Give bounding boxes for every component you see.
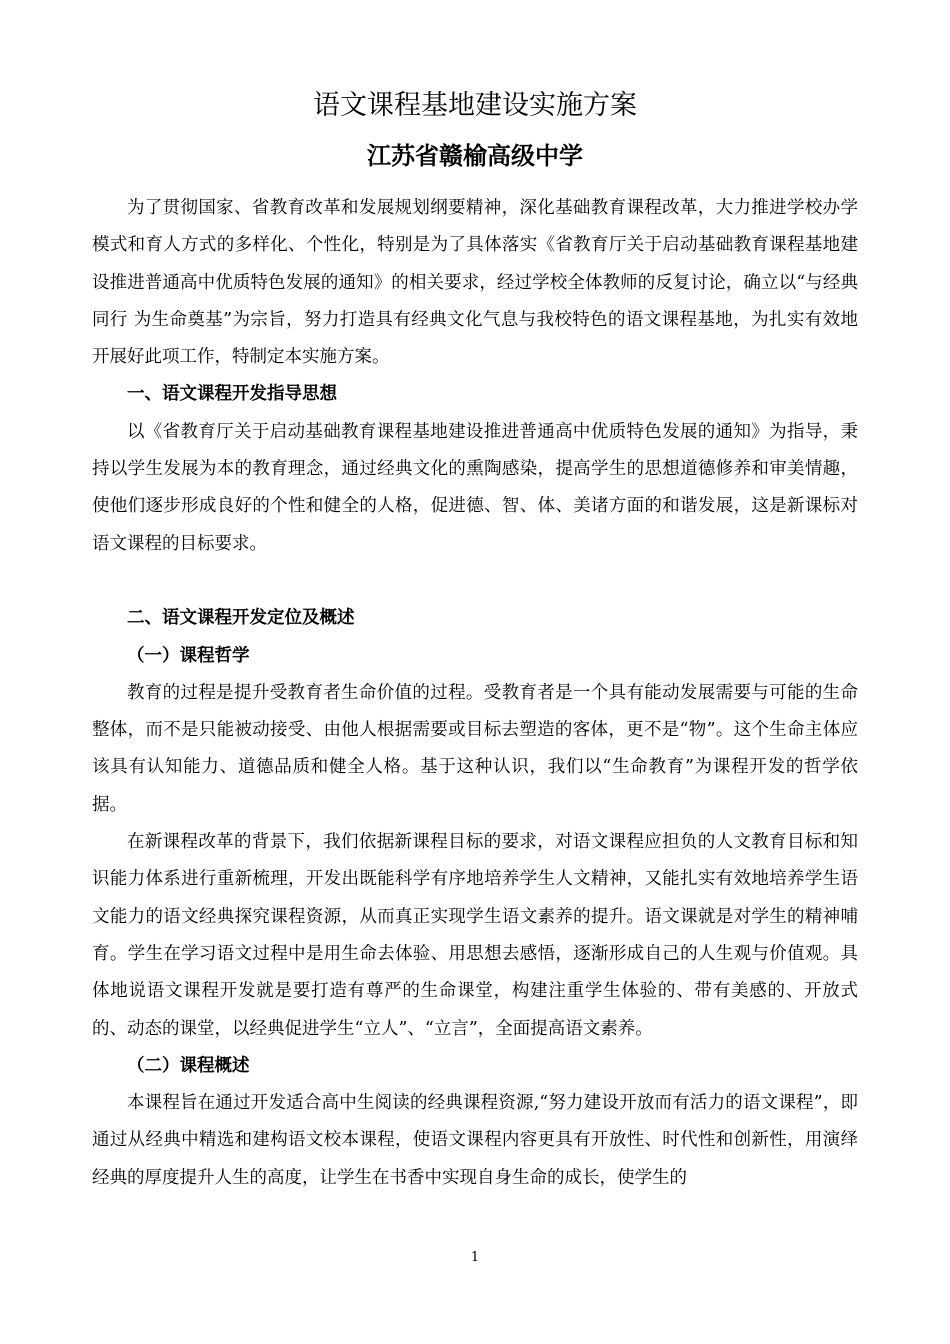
- subsection-2-heading: （二）课程概述: [127, 1055, 250, 1076]
- page-number: 1: [470, 1250, 480, 1265]
- subsection-1-paragraph-1: 教育的过程是提升受教育者生命价值的过程。受教育者是一个具有能动发展需要与可能的生命整体，而不是只能被动接受、由他人根据需要或目标去塑造的客体，更不是“物”。这个生命主体应该具有认知能力、道德品质和健全人格。基于这种认识，我们以“生命教育”为课程开发的哲学依据。: [92, 682, 858, 815]
- section-spacer: [92, 563, 858, 600]
- subsection-1-paragraph-2: 在新课程改革的背景下，我们依据新课程目标的要求，对语文课程应担负的人文教育目标和知识能力体系进行重新梳理，开发出既能科学有序地培养学生人文精神，又能扎实有效地培养学生语文能力的语文经典探究课程资源，从而真正实现学生语文素养的提升。语文课就是对学生的精神哺育。学生在学习语文过程中是用生命去体验、用思想去感悟，逐渐形成自己的人生观与价值观。具体地说语文课程开发就是要打造有尊严的生命课堂，构建注重学生体验的、带有美感的、开放式的、动态的课堂，以经典促进学生“立人”、“立言”，全面提高语文素养。: [92, 832, 858, 1039]
- document-body: [92, 190, 858, 1197]
- intro-paragraph: 为了贯彻国家、省教育改革和发展规划纲要精神，深化基础教育课程改革，大力推进学校办学模式和育人方式的多样化、个性化，特别是为了具体落实《省教育厅关于启动基础教育课程基地建设推进普通高中优质特色发展的通知》的相关要求，经过学校全体教师的反复讨论，确立以“与经典同行 为生命奠基”为宗旨，努力打造具有经典文化气息与我校特色的语文课程基地，为扎实有效地开展好此项工作，特制定本实施方案。: [92, 198, 858, 368]
- document-subtitle: 江苏省赣榆高级中学: [367, 142, 583, 170]
- section-2-heading: 二、语文课程开发定位及概述: [127, 608, 355, 629]
- subsection-1-heading: （一）课程哲学: [127, 645, 250, 666]
- subsection-2-paragraph-1: 本课程旨在通过开发适合高中生阅读的经典课程资源,“努力建设开放而有活力的语文课程”，即通过从经典中精选和建构语文校本课程，使语文课程内容更具有开放性、时代性和创新性，用演绎经典的厚度提升人生的高度，让学生在书香中实现自身生命的成长，使学生的: [92, 1093, 858, 1188]
- document-title: 语文课程基地建设实施方案: [313, 90, 637, 121]
- section-1-paragraph: 以《省教育厅关于启动基础教育课程基地建设推进普通高中优质特色发展的通知》为指导，秉持以学生发展为本的教育理念，通过经典文化的熏陶感染，提高学生的思想道德修养和审美情趣，使他们逐步形成良好的个性和健全的人格，促进德、智、体、美诸方面的和谐发展，这是新课标对语文课程的目标要求。: [92, 421, 858, 554]
- section-1-heading: 一、语文课程开发指导思想: [127, 384, 337, 405]
